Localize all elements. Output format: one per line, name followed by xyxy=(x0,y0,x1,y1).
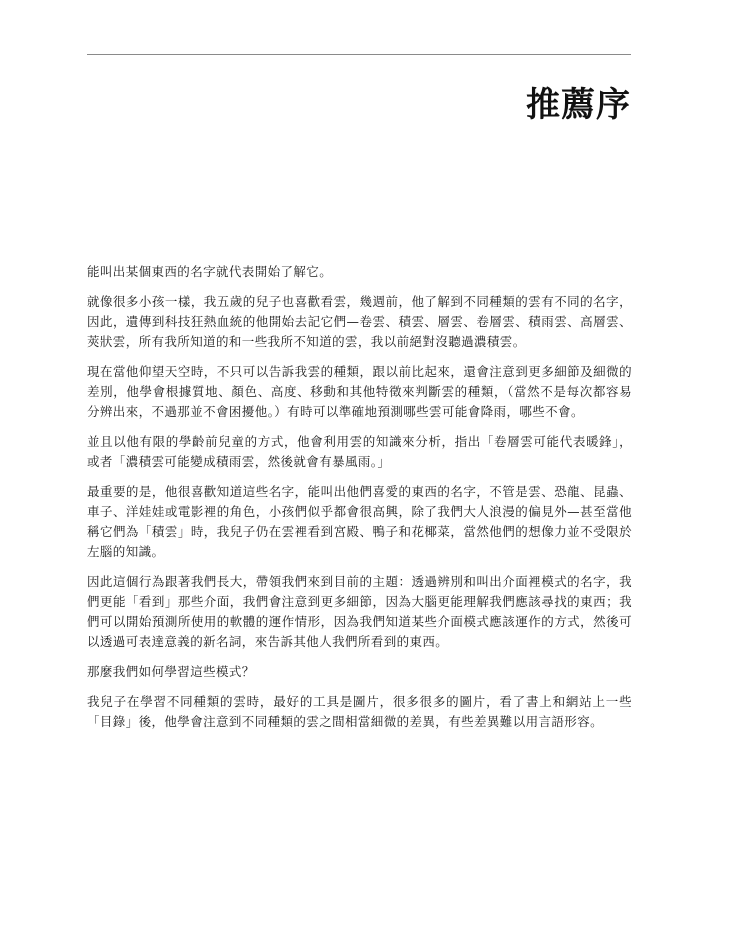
paragraph-8: 我兒子在學習不同種類的雲時，最好的工具是圖片，很多很多的圖片，看了書上和網站上一些「目錄」後，他學會注意到不同種類的雲之間相當細微的差異，有些差異難以用言語形容。 xyxy=(87,694,632,729)
header-rule xyxy=(87,54,631,55)
body-text xyxy=(87,262,632,742)
paragraph-6: 因此這個行為跟著我們長大，帶領我們來到目前的主題：透過辨別和叫出介面裡模式的名字，我們更能「看到」那些介面，我們會注意到更多細節，因為大腦更能理解我們應該尋找的東西；我們可以開始預測所使用的軟體的運作情形，因為我們知道某些介面模式應該運作的方式，然後可以透過可表達意義的新名詞，來告訴其他人我們所看到的東西。 xyxy=(87,574,632,649)
paragraph-7: 那麼我們如何學習這些模式？ xyxy=(87,664,255,679)
chapter-title: 推薦序 xyxy=(526,85,631,125)
paragraph-3: 現在當他仰望天空時，不只可以告訴我雲的種類，跟以前比起來，還會注意到更多細節及細微的差別，他學會根據質地、顏色、高度、移動和其他特徵來判斷雲的種類，（當然不是每次都容易分辨出來，不過那並不會困擾他。）有時可以準確地預測哪些雲可能會降雨，哪些不會。 xyxy=(87,364,632,419)
paragraph-5: 最重要的是，他很喜歡知道這些名字，能叫出他們喜愛的東西的名字，不管是雲、恐龍、昆蟲、車子、洋娃娃或電影裡的角色，小孩們似乎都會很高興，除了我們大人浪漫的偏見外—甚至當他稱它們為「積雲」時，我兒子仍在雲裡看到宮殿、鴨子和花椰菜，當然他們的想像力並不受限於左腦的知識。 xyxy=(87,484,632,559)
paragraph-4: 並且以他有限的學齡前兒童的方式，他會利用雲的知識來分析，指出「卷層雲可能代表暖鋒」，或者「濃積雲可能變成積雨雲，然後就會有暴風雨。」 xyxy=(87,434,632,469)
paragraph-1: 能叫出某個東西的名字就代表開始了解它。 xyxy=(87,264,333,279)
paragraph-2: 就像很多小孩一樣，我五歲的兒子也喜歡看雲，幾週前，他了解到不同種類的雲有不同的名字，因此，遺傳到科技狂熱血統的他開始去記它們—卷雲、積雲、層雲、卷層雲、積雨雲、高層雲、莢狀雲，所有我所知道的和一些我所不知道的雲，我以前絕對沒聽過濃積雲。 xyxy=(87,294,632,349)
